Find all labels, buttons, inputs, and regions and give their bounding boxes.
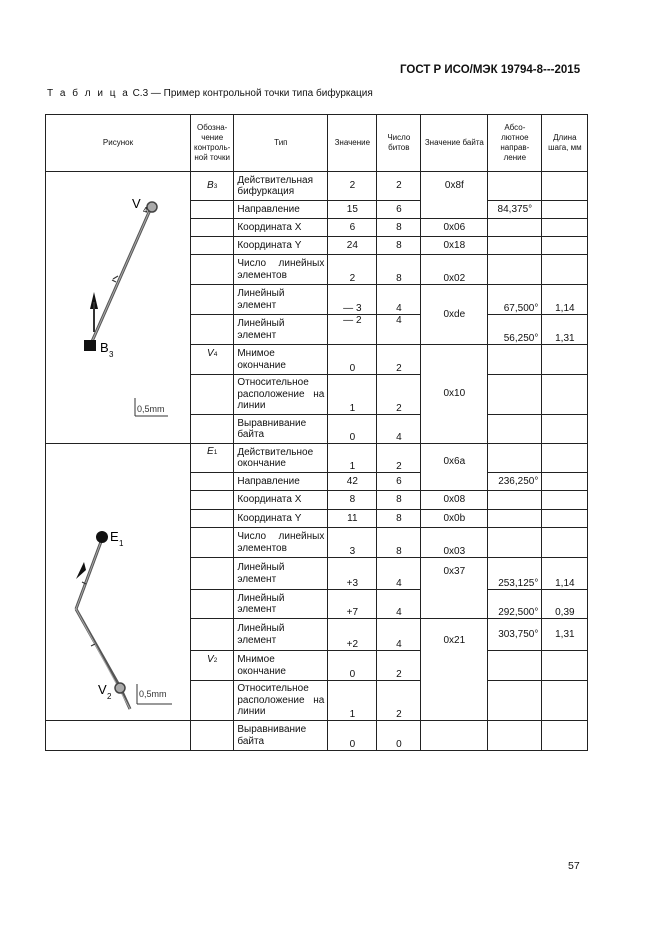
designation-cell [191, 491, 234, 510]
step-cell [542, 345, 588, 375]
step-cell [542, 510, 588, 528]
type-cell: Координата X [234, 491, 328, 510]
page-number: 57 [568, 860, 580, 872]
direction-cell: 84,375° [488, 201, 542, 219]
table-row [46, 172, 588, 201]
direction-cell [488, 681, 542, 721]
bits-cell: 2 [377, 375, 421, 415]
bits-cell: 6 [377, 473, 421, 491]
value-cell: 42 [328, 473, 377, 491]
value-cell: +2 [328, 619, 377, 651]
designation-cell [191, 473, 234, 491]
value-cell: 6 [328, 219, 377, 237]
value-cell: 3 [328, 528, 377, 558]
col-header-value: Значение [328, 115, 377, 172]
type-cell: Число линейных элементов [234, 528, 328, 558]
col-header-byte-value: Значение байта [421, 115, 488, 172]
direction-cell: 67,500° [488, 285, 542, 315]
designation-cell [191, 510, 234, 528]
type-cell: Координата Y [234, 510, 328, 528]
direction-cell: 236,250° [488, 473, 542, 491]
designation-cell [191, 415, 234, 444]
step-cell [542, 415, 588, 444]
bits-cell: 8 [377, 237, 421, 255]
byte-cell: 0x18 [421, 237, 488, 255]
step-cell: 1,14 [542, 285, 588, 315]
designation-cell [191, 315, 234, 345]
type-cell: Координата X [234, 219, 328, 237]
type-cell: Выравнивание байта [234, 415, 328, 444]
direction-cell [488, 415, 542, 444]
value-cell: 8 [328, 491, 377, 510]
byte-cell [421, 721, 488, 751]
step-cell [542, 721, 588, 751]
type-cell: Действительное окончание [234, 444, 328, 473]
byte-cell: 0x08 [421, 491, 488, 510]
type-cell: Линейный элемент [234, 619, 328, 651]
value-cell: 24 [328, 237, 377, 255]
step-cell [542, 172, 588, 201]
bits-cell: 4 [377, 619, 421, 651]
byte-cell: 0x21 [421, 619, 488, 721]
document-standard-header: ГОСТ Р ИСО/МЭК 19794-8---2015 [400, 64, 581, 76]
type-cell: Линейный элемент [234, 315, 328, 345]
figure1-scale-label: 0,5mm [137, 404, 165, 414]
direction-cell: 292,500° [488, 590, 542, 619]
table-caption [47, 88, 373, 99]
bits-cell: 4 [377, 558, 421, 590]
designation-cell: B3 [191, 172, 234, 201]
step-cell [542, 473, 588, 491]
step-cell [542, 219, 588, 237]
byte-cell: 0x37 [421, 558, 488, 619]
bits-cell: 4 [377, 285, 421, 315]
designation-cell [191, 375, 234, 415]
step-cell [542, 651, 588, 681]
value-cell: — 2 [328, 315, 377, 345]
byte-cell: 0x03 [421, 528, 488, 558]
bifurcation-figure [46, 172, 190, 438]
bits-cell: 0 [377, 721, 421, 751]
direction-cell [488, 172, 542, 201]
col-header-type: Тип [234, 115, 328, 172]
bits-cell: 4 [377, 415, 421, 444]
direction-cell [488, 721, 542, 751]
type-cell: Мнимое окончание [234, 345, 328, 375]
bits-cell: 8 [377, 528, 421, 558]
type-cell: Относительное расположение на линии [234, 681, 328, 721]
direction-cell: 303,750° [488, 619, 542, 651]
step-cell [542, 201, 588, 219]
picture-empty-cell [46, 721, 191, 751]
figure-bifurcation-cell [46, 172, 191, 444]
table-row [46, 721, 588, 751]
byte-cell: 0x6a [421, 444, 488, 491]
designation-cell [191, 237, 234, 255]
step-cell: 1,31 [542, 619, 588, 651]
designation-cell [191, 528, 234, 558]
type-cell: Линейный элемент [234, 558, 328, 590]
caption-number: С.3 [132, 88, 149, 99]
direction-cell [488, 651, 542, 681]
table-header-row [46, 115, 588, 172]
value-cell: — 3 [328, 285, 377, 315]
byte-cell: 0x02 [421, 255, 488, 285]
value-cell: 1 [328, 375, 377, 415]
direction-cell [488, 528, 542, 558]
figure2-label-bottom-sub: 2 [107, 692, 112, 701]
bits-cell: 2 [377, 345, 421, 375]
designation-cell [191, 219, 234, 237]
direction-cell [488, 510, 542, 528]
figure2-label-top-sub: 1 [119, 539, 124, 548]
type-cell: Выравнивание байта [234, 721, 328, 751]
step-cell: 0,39 [542, 590, 588, 619]
caption-prefix: Т а б л и ц а [47, 88, 130, 99]
figure2-label-bottom: V [98, 682, 107, 697]
step-cell [542, 237, 588, 255]
value-cell: +7 [328, 590, 377, 619]
type-cell: Действительная бифуркация [234, 172, 328, 201]
step-cell: 1,31 [542, 315, 588, 345]
direction-cell: 56,250° [488, 315, 542, 345]
value-cell: 1 [328, 444, 377, 473]
control-point-table [45, 114, 588, 751]
designation-cell [191, 255, 234, 285]
figure2-scale-label: 0,5mm [139, 689, 167, 699]
byte-cell: 0x0b [421, 510, 488, 528]
type-cell: Направление [234, 473, 328, 491]
bits-cell: 4 [377, 315, 421, 345]
figure-ending-cell [46, 444, 191, 721]
type-cell: Линейный элемент [234, 285, 328, 315]
value-cell: 11 [328, 510, 377, 528]
type-cell: Линейный элемент [234, 590, 328, 619]
value-cell: 0 [328, 415, 377, 444]
figure1-label-top: V [132, 196, 141, 211]
value-cell: 15 [328, 201, 377, 219]
bits-cell: 4 [377, 590, 421, 619]
direction-cell [488, 375, 542, 415]
step-cell [542, 444, 588, 473]
value-cell: 0 [328, 651, 377, 681]
direction-cell [488, 491, 542, 510]
direction-cell [488, 255, 542, 285]
bits-cell: 2 [377, 444, 421, 473]
figure1-label-bottom: B [100, 340, 109, 355]
type-cell: Координата Y [234, 237, 328, 255]
value-cell: 2 [328, 255, 377, 285]
step-cell: 1,14 [542, 558, 588, 590]
step-cell [542, 491, 588, 510]
bits-cell: 8 [377, 219, 421, 237]
step-cell [542, 681, 588, 721]
ending-figure [46, 444, 190, 720]
figure1-label-bottom-sub: 3 [109, 350, 114, 359]
byte-cell: 0x06 [421, 219, 488, 237]
figure2-label-top: E [110, 529, 119, 544]
designation-cell [191, 285, 234, 315]
designation-cell [191, 558, 234, 590]
col-header-abs-direction: Абсо-лютное направ-ление [488, 115, 542, 172]
col-header-designation: Обозна-чение контроль-ной точки [191, 115, 234, 172]
value-cell: +3 [328, 558, 377, 590]
designation-cell [191, 721, 234, 751]
designation-cell [191, 590, 234, 619]
byte-cell: 0xde [421, 285, 488, 345]
step-cell [542, 255, 588, 285]
col-header-bits: Число битов [377, 115, 421, 172]
col-header-picture: Рисунок [46, 115, 191, 172]
direction-cell: 253,125° [488, 558, 542, 590]
direction-cell [488, 219, 542, 237]
designation-cell [191, 619, 234, 651]
caption-text: — Пример контрольной точки типа бифуркация [148, 88, 373, 99]
value-cell: 2 [328, 172, 377, 201]
step-cell [542, 528, 588, 558]
bits-cell: 2 [377, 172, 421, 201]
direction-cell [488, 345, 542, 375]
byte-cell: 0x10 [421, 345, 488, 444]
byte-cell: 0x8f [421, 172, 488, 219]
designation-cell [191, 681, 234, 721]
bits-cell: 8 [377, 510, 421, 528]
col-header-step-length: Длина шага, мм [542, 115, 588, 172]
value-cell: 1 [328, 681, 377, 721]
step-cell [542, 375, 588, 415]
designation-cell: E1 [191, 444, 234, 473]
designation-cell [191, 201, 234, 219]
bits-cell: 8 [377, 491, 421, 510]
figure1-label-top-sub: 4 [143, 206, 148, 215]
designation-cell: V4 [191, 345, 234, 375]
table-row [46, 444, 588, 473]
bits-cell: 8 [377, 255, 421, 285]
type-cell: Мнимое окончание [234, 651, 328, 681]
type-cell: Направление [234, 201, 328, 219]
designation-cell: V2 [191, 651, 234, 681]
value-cell: 0 [328, 345, 377, 375]
type-cell: Число линейных элементов [234, 255, 328, 285]
bits-cell: 2 [377, 651, 421, 681]
direction-cell [488, 444, 542, 473]
value-cell: 0 [328, 721, 377, 751]
bits-cell: 6 [377, 201, 421, 219]
direction-cell [488, 237, 542, 255]
bits-cell: 2 [377, 681, 421, 721]
type-cell: Относительное расположение на линии [234, 375, 328, 415]
